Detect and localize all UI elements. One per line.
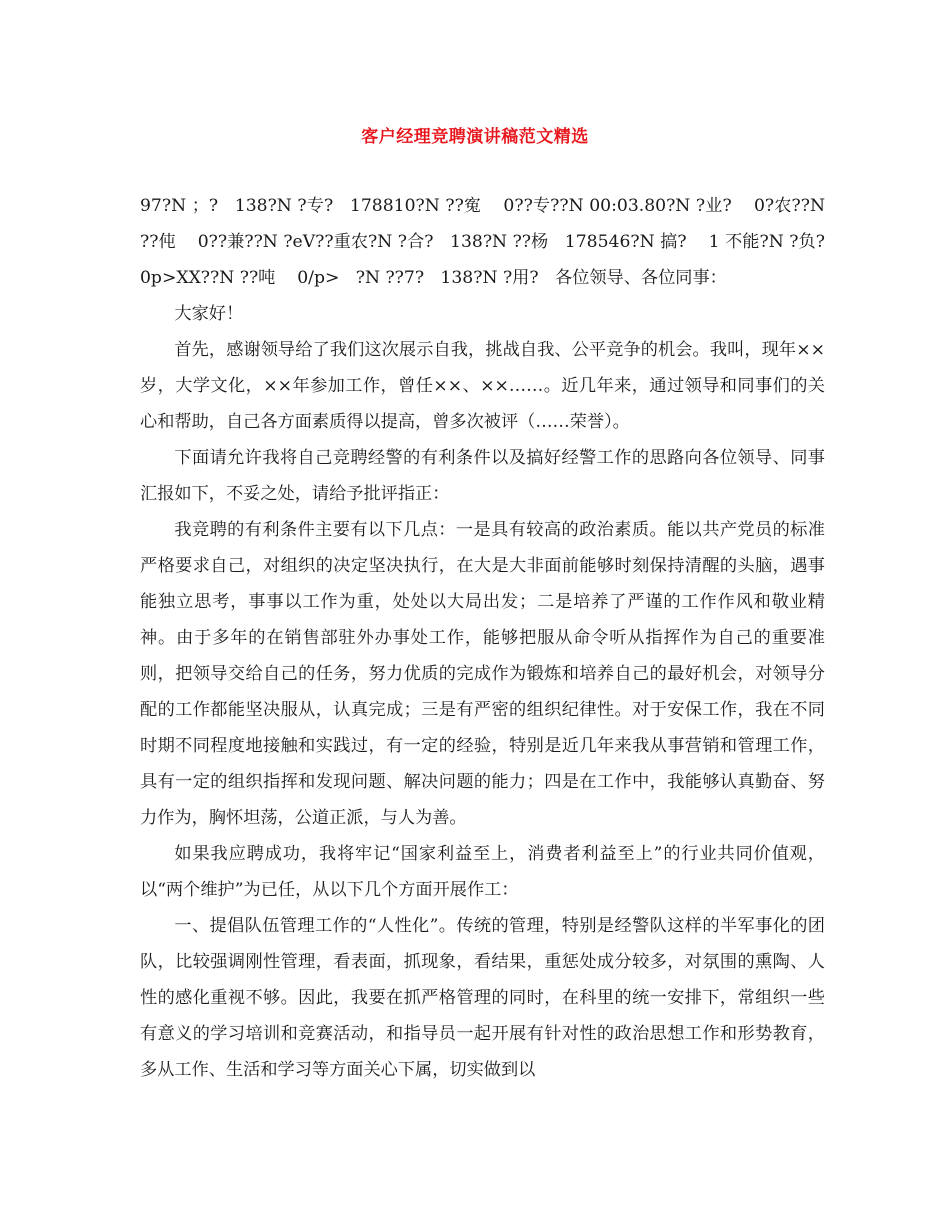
opening-garbled-text: 97?N ；? 138?N ?专? 178810?N ??寃 0??专??N 00:03.80?N ?业? 0?农??N ??伅 0??兼??N ?eV??重农?N ?合? 138?N ??杨 178546?N 搞? 1 不能?N ?负? 0p>XX??N ??吨 0/p> ?N ??7? 138?N ?用? 各位领导、各位同事： (140, 196, 847, 288)
paragraph-report: 下面请允许我将自己竞聘经警的有利条件以及搞好经警工作的思路向各位领导、同事汇报如下，不妥之处，请给予批评指正： (140, 448, 825, 504)
document-body (140, 188, 847, 1088)
greeting: 大家好！ (174, 304, 244, 324)
paragraph-advantages: 我竞聘的有利条件主要有以下几点：一是具有较高的政治素质。能以共产党员的标准严格要求自己，对组织的决定坚决执行，在大是大非面前能够时刻保持清醒的头脑，遇事能独立思考，事事以工作为重，处处以大局出发；二是培养了严谨的工作作风和敬业精神。由于多年的在销售部驻外办事处工作，能够把服从命令听从指挥作为自己的重要准则，把领导交给自己的任务，努力优质的完成作为锻炼和培养自己的最好机会，对领导分配的工作都能坚决服从，认真完成；三是有严密的组织纪律性。对于安保工作，我在不同时期不同程度地接触和实践过，有一定的经验，特别是近几年来我从事营销和管理工作，具有一定的组织指挥和发现问题、解决问题的能力；四是在工作中，我能够认真勤奋、努力作为，胸怀坦荡，公道正派，与人为善。 (140, 520, 825, 828)
document-title: 客户经理竞聘演讲稿范文精选 (361, 127, 589, 147)
paragraph-intro: 首先，感谢领导给了我们这次展示自我，挑战自我、公平竞争的机会。我叫，现年××岁，大学文化，××年参加工作，曾任××、××……。近几年来，通过领导和同事们的关心和帮助，自己各方面素质得以提高，曾多次被评（……荣誉）。 (140, 340, 825, 432)
paragraph-point-one: 一、提倡队伍管理工作的“人性化”。传统的管理，特别是经警队这样的半军事化的团队，比较强调刚性管理，看表面，抓现象，看结果，重惩处成分较多，对氛围的熏陶、人性的感化重视不够。因此，我要在抓严格管理的同时，在科里的统一安排下，常组织一些有意义的学习培训和竞赛活动，和指导员一起开展有针对性的政治思想工作和形势教育，多从工作、生活和学习等方面关心下属，切实做到以 (140, 916, 825, 1080)
paragraph-commitment: 如果我应聘成功，我将牢记“国家利益至上，消费者利益至上”的行业共同价值观，以“两个维护”为已任，从以下几个方面开展作工： (140, 844, 825, 900)
